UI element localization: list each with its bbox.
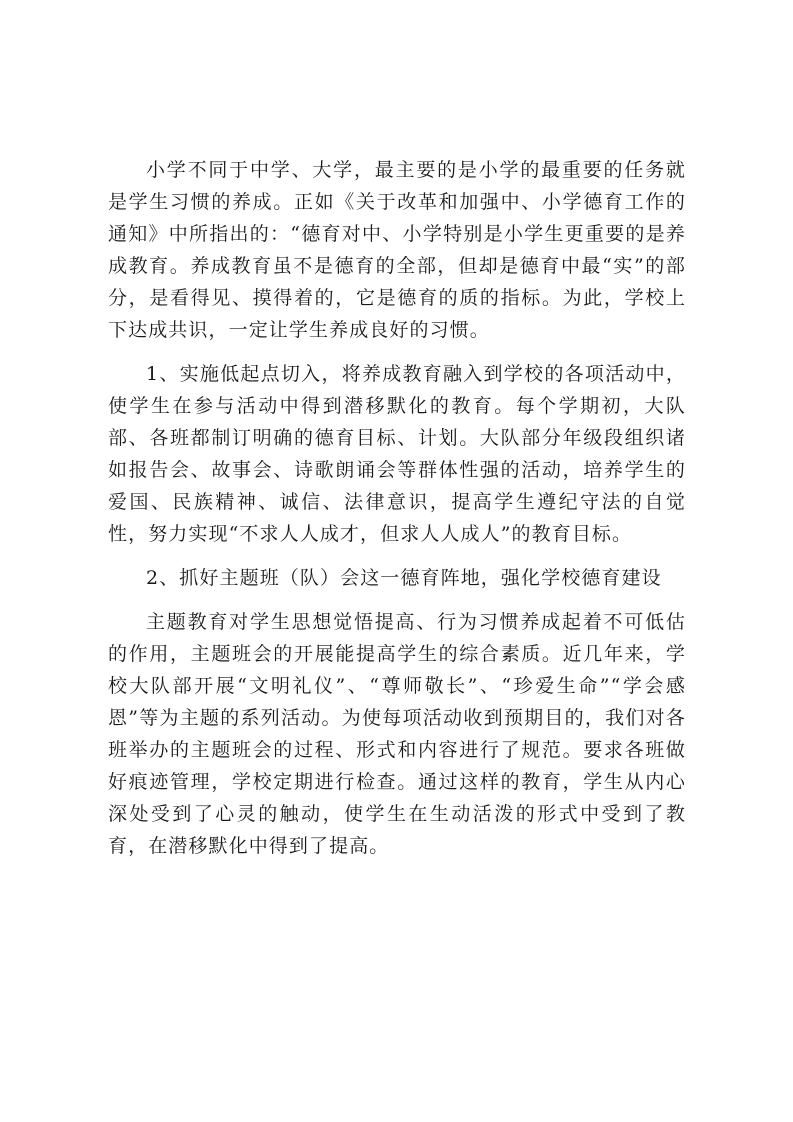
paragraph-theme-class-meeting-heading: 2、抓好主题班（队）会这一德育阵地，强化学校德育建设: [146, 567, 662, 589]
paragraph-theme-education: 主题教育对学生思想觉悟提高、行为习惯养成起着不可低估的作用，主题班会的开展能提高学生的综合素质。近几年来，学校大队部开展“文明礼仪”、“尊师敬长”、“珍爱生命”“学会感恩”等为主题的系列活动。为使每项活动收到预期目的，我们对各班举办的主题班会的过程、形式和内容进行了规范。要求各班做好痕迹管理，学校定期进行检查。通过这样的教育，学生从内心深处受到了心灵的触动，使学生在生动活泼的形式中受到了教育，在潜移默化中得到了提高。: [108, 611, 686, 857]
paragraph-low-starting-point: 1、实施低起点切入，将养成教育融入到学校的各项活动中，使学生在参与活动中得到潜移默化的教育。每个学期初，大队部、各班都制订明确的德育目标、计划。大队部分年级段组织诸如报告会、故事会、诗歌朗诵会等群体性强的活动，培养学生的爱国、民族精神、诚信、法律意识，提高学生遵纪守法的自觉性，努力实现“不求人人成才，但求人人成人”的教育目标。: [108, 363, 686, 545]
document-body: [108, 154, 686, 862]
paragraph-habit-formation: 小学不同于中学、大学，最主要的是小学的最重要的任务就是学生习惯的养成。正如《关于改革和加强中、小学德育工作的通知》中所指出的：“德育对中、小学特别是小学生更重要的是养成教育。养成教育虽不是德育的全部，但却是德育中最“实”的部分，是看得见、摸得着的，它是德育的质的指标。为此，学校上下达成共识，一定让学生养成良好的习惯。: [108, 159, 686, 341]
